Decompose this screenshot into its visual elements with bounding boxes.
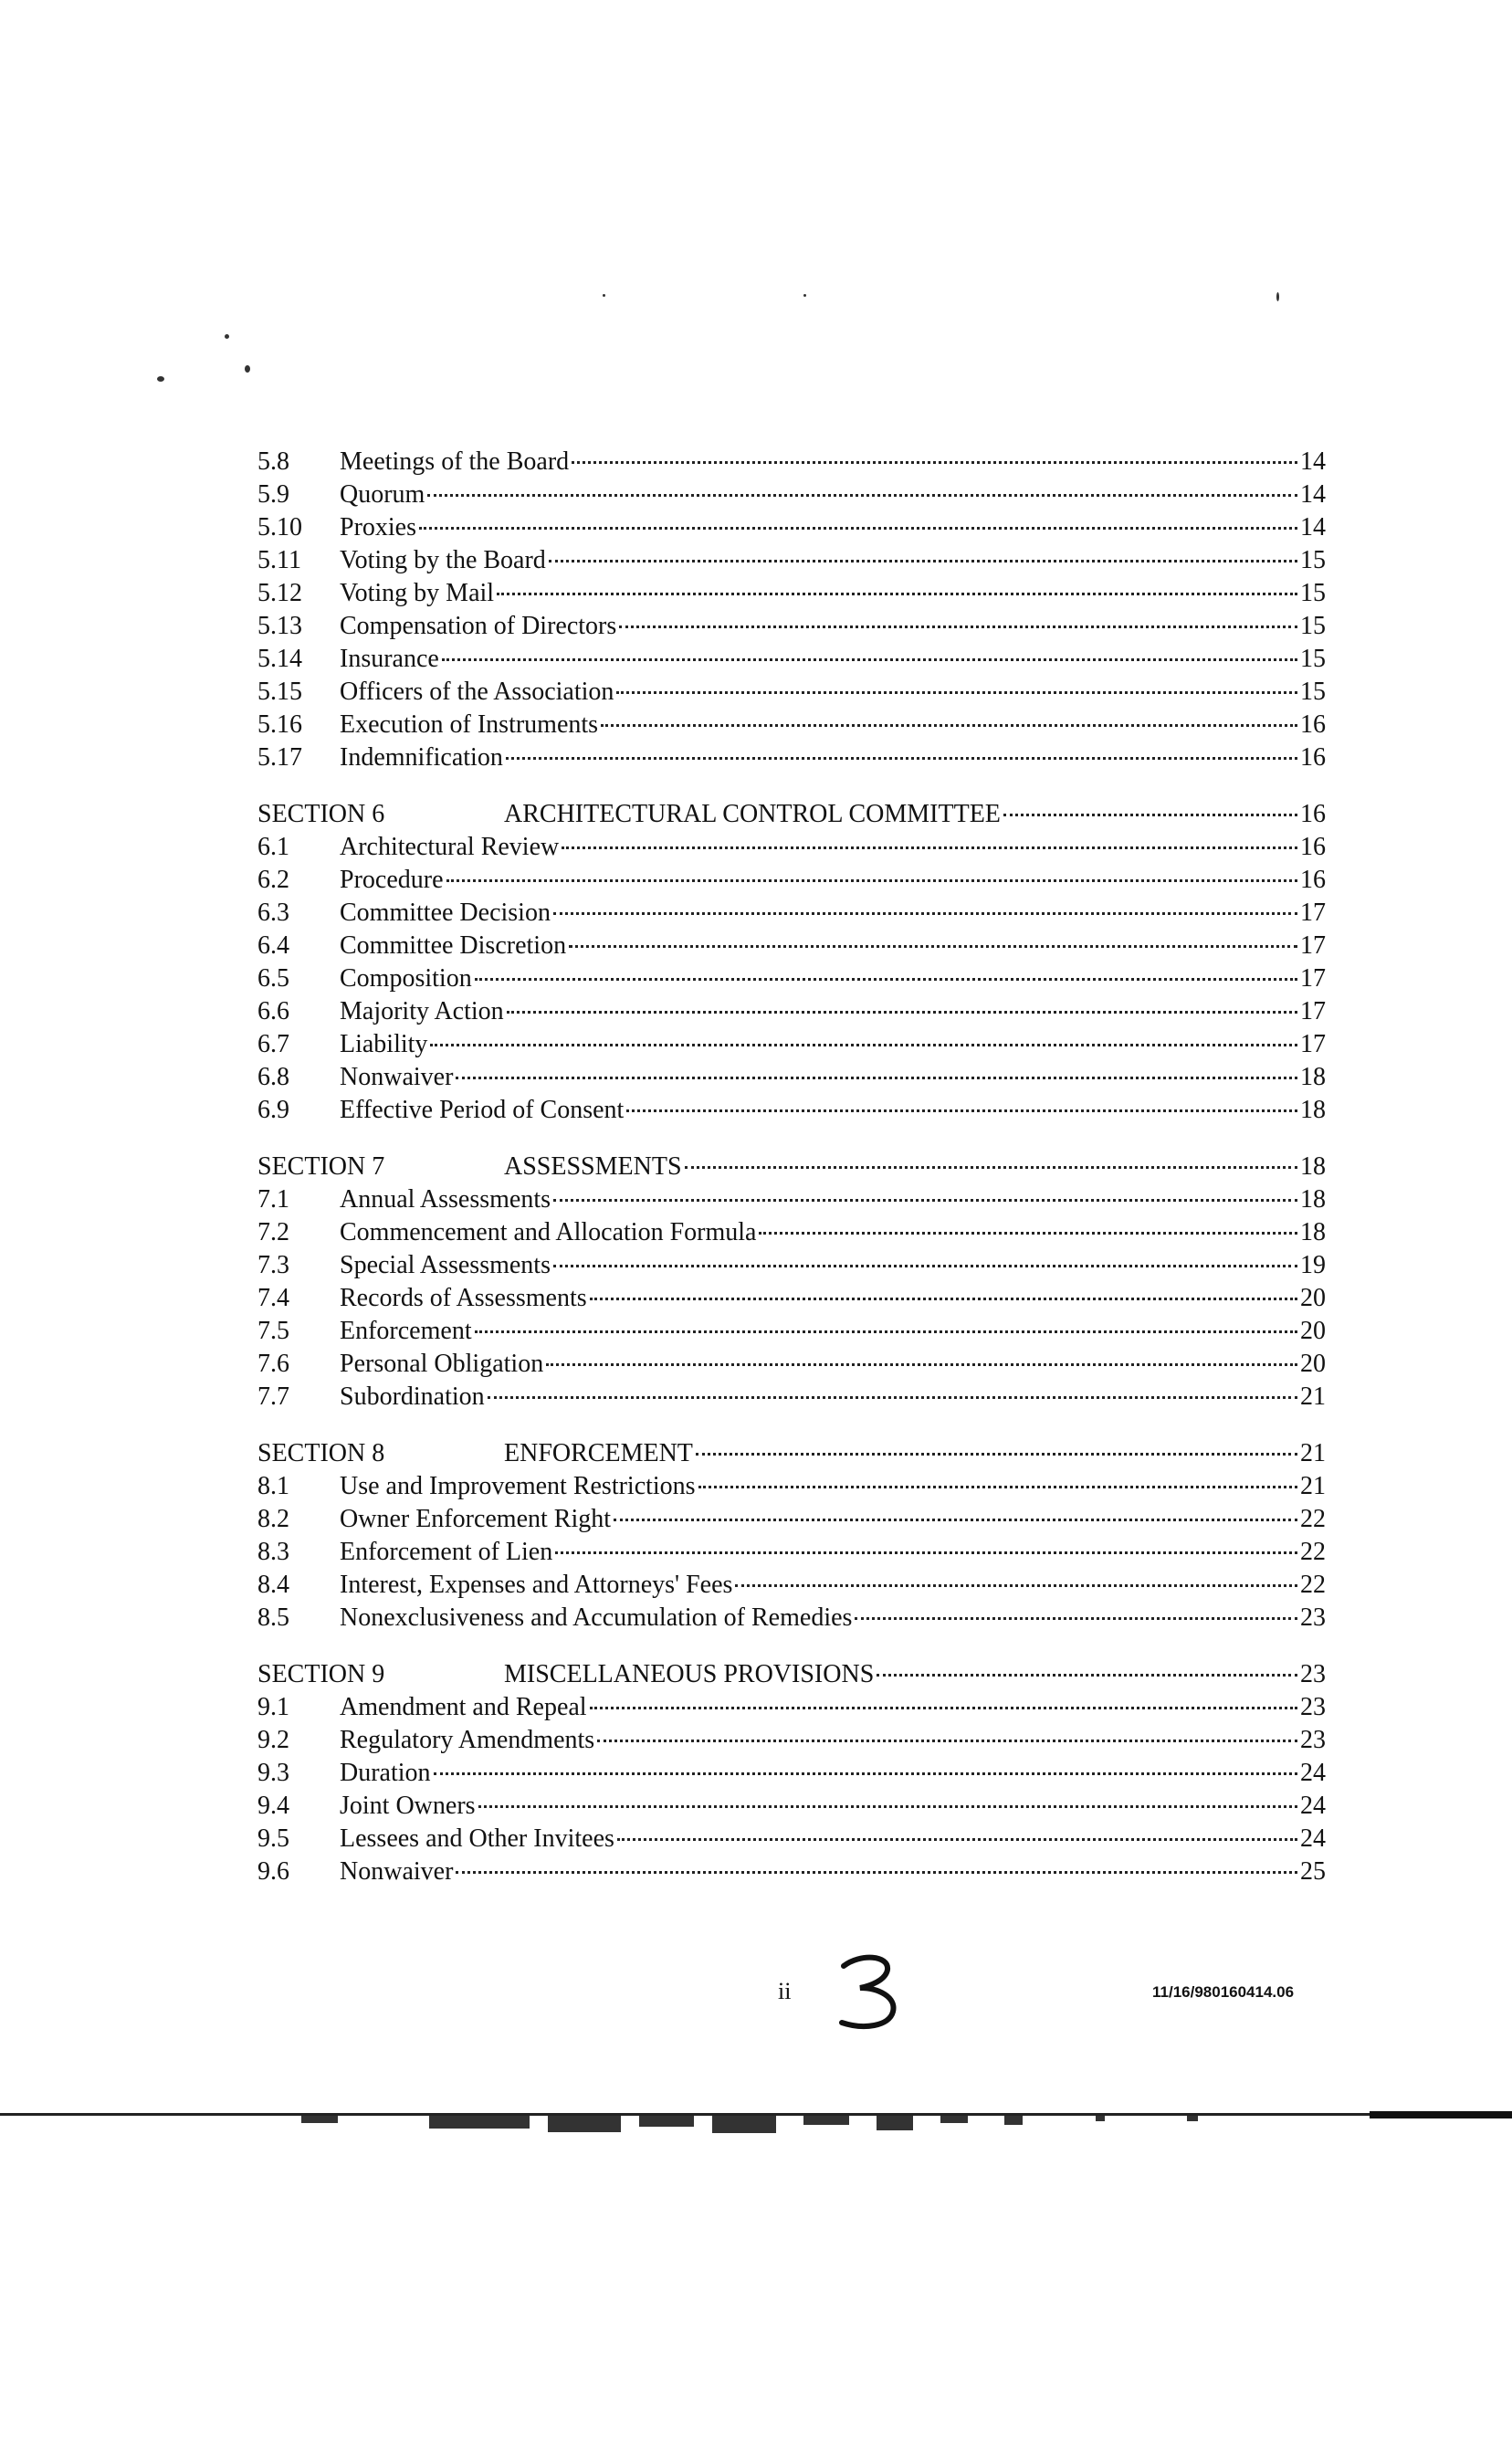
page-ref: 23 (1300, 1660, 1326, 1688)
entry-number: 9.1 (257, 1693, 289, 1721)
entry-title: Voting by the Board (340, 546, 546, 574)
entry-number: 7.2 (257, 1218, 289, 1246)
toc-entry (257, 610, 1326, 643)
entry-title: Proxies (340, 513, 416, 541)
entry-number: 8.2 (257, 1505, 289, 1533)
section-number: SECTION 8 (257, 1439, 385, 1467)
toc-entry (257, 1823, 1326, 1856)
page-ref: 23 (1300, 1603, 1326, 1632)
dot-leader (617, 1836, 1297, 1841)
page-ref: 20 (1300, 1284, 1326, 1312)
dot-leader (562, 845, 1297, 849)
page-ref: 14 (1300, 447, 1326, 476)
page-ref: 23 (1300, 1693, 1326, 1721)
toc-entry (257, 1381, 1326, 1414)
toc-entry (257, 1282, 1326, 1315)
dot-leader (475, 976, 1297, 981)
page-ref: 16 (1300, 800, 1326, 828)
dot-leader (626, 1108, 1297, 1112)
toc-section-heading (257, 1658, 1326, 1691)
dot-leader (555, 1550, 1297, 1554)
page-ref: 15 (1300, 612, 1326, 640)
toc-entry (257, 741, 1326, 774)
section-gap (257, 774, 1326, 798)
entry-number: 7.1 (257, 1185, 289, 1214)
section-title: MISCELLANEOUS PROVISIONS (504, 1660, 875, 1688)
entry-number: 7.5 (257, 1317, 289, 1345)
entry-number: 5.9 (257, 480, 289, 509)
scan-speck (1276, 292, 1279, 301)
section-title: ENFORCEMENT (504, 1439, 693, 1467)
toc-entry (257, 1790, 1326, 1823)
dot-leader (616, 689, 1297, 694)
table-of-contents (257, 446, 1326, 1888)
entry-number: 7.6 (257, 1350, 289, 1378)
dot-leader (419, 525, 1297, 530)
scan-speck (245, 365, 250, 373)
entry-number: 5.14 (257, 645, 302, 673)
page-ref: 15 (1300, 678, 1326, 706)
entry-title: Interest, Expenses and Attorneys' Fees (340, 1571, 733, 1599)
page-ref: 14 (1300, 513, 1326, 541)
dot-leader (434, 1771, 1297, 1775)
toc-entry (257, 1028, 1326, 1061)
entry-number: 8.5 (257, 1603, 289, 1632)
toc-entry (257, 1348, 1326, 1381)
entry-title: Nonexclusiveness and Accumulation of Remedies (340, 1603, 853, 1632)
entry-title: Officers of the Association (340, 678, 614, 706)
dot-leader (553, 1197, 1297, 1202)
toc-entry (257, 1856, 1326, 1888)
entry-title: Duration (340, 1759, 431, 1787)
entry-title: Effective Period of Consent (340, 1096, 625, 1124)
entry-title: Owner Enforcement Right (340, 1505, 612, 1533)
dot-leader (696, 1451, 1297, 1456)
toc-entry (257, 1061, 1326, 1094)
entry-title: Composition (340, 964, 472, 993)
toc-entry (257, 478, 1326, 511)
dot-leader (569, 943, 1297, 948)
dot-leader (506, 755, 1297, 760)
entry-number: 6.3 (257, 899, 289, 927)
toc-entry (257, 676, 1326, 709)
dot-leader (446, 878, 1297, 882)
entry-number: 9.3 (257, 1759, 289, 1787)
dot-leader (590, 1296, 1297, 1300)
entry-number: 5.10 (257, 513, 302, 541)
toc-entry (257, 1249, 1326, 1282)
page-ref: 14 (1300, 480, 1326, 509)
page-ref: 24 (1300, 1792, 1326, 1820)
toc-entry (257, 1216, 1326, 1249)
page-ref: 18 (1300, 1096, 1326, 1124)
page-ref: 18 (1300, 1063, 1326, 1091)
section-number: SECTION 6 (257, 800, 385, 828)
entry-title: Liability (340, 1030, 428, 1058)
entry-title: Insurance (340, 645, 439, 673)
dot-leader (759, 1230, 1297, 1235)
entry-title: Amendment and Repeal (340, 1693, 587, 1721)
entry-number: 6.5 (257, 964, 289, 993)
entry-title: Quorum (340, 480, 425, 509)
dot-leader (597, 1738, 1297, 1742)
page-ref: 22 (1300, 1571, 1326, 1599)
scan-speck (157, 376, 164, 382)
dot-leader (601, 722, 1297, 727)
dot-leader (553, 910, 1297, 915)
entry-title: Records of Assessments (340, 1284, 587, 1312)
page-ref: 15 (1300, 546, 1326, 574)
page-ref: 20 (1300, 1350, 1326, 1378)
entry-number: 6.2 (257, 866, 289, 894)
page-ref: 22 (1300, 1505, 1326, 1533)
entry-title: Voting by Mail (340, 579, 495, 607)
toc-entry (257, 446, 1326, 478)
dot-leader (698, 1484, 1297, 1488)
entry-number: 9.2 (257, 1726, 289, 1754)
entry-title: Nonwaiver (340, 1857, 454, 1886)
entry-number: 5.12 (257, 579, 302, 607)
dot-leader (590, 1705, 1297, 1709)
toc-entry (257, 831, 1326, 864)
entry-title: Meetings of the Board (340, 447, 570, 476)
page-ref: 17 (1300, 997, 1326, 1025)
entry-number: 5.11 (257, 546, 301, 574)
dot-leader (1003, 812, 1297, 816)
entry-title: Regulatory Amendments (340, 1726, 595, 1754)
dot-leader (478, 1803, 1297, 1808)
entry-number: 6.6 (257, 997, 289, 1025)
dot-leader (430, 1042, 1297, 1046)
page-ref: 18 (1300, 1152, 1326, 1181)
dot-leader (546, 1361, 1297, 1366)
toc-entry (257, 1470, 1326, 1503)
toc-entry (257, 995, 1326, 1028)
entry-number: 7.4 (257, 1284, 289, 1312)
entry-number: 7.3 (257, 1251, 289, 1279)
toc-entry (257, 709, 1326, 741)
dot-leader (614, 1517, 1297, 1521)
entry-title: Committee Decision (340, 899, 551, 927)
page-ref: 18 (1300, 1218, 1326, 1246)
page-ref: 17 (1300, 931, 1326, 960)
entry-title: Annual Assessments (340, 1185, 551, 1214)
section-number: SECTION 9 (257, 1660, 385, 1688)
entry-number: 5.16 (257, 710, 302, 739)
entry-number: 9.4 (257, 1792, 289, 1820)
section-gap (257, 1414, 1326, 1437)
page-ref: 19 (1300, 1251, 1326, 1279)
page-ref: 24 (1300, 1759, 1326, 1787)
dot-leader (456, 1869, 1297, 1874)
toc-entry (257, 1757, 1326, 1790)
dot-leader (855, 1615, 1297, 1620)
entry-title: Enforcement (340, 1317, 472, 1345)
toc-entry (257, 1094, 1326, 1127)
section-number: SECTION 7 (257, 1152, 385, 1181)
toc-entry (257, 962, 1326, 995)
page-ref: 16 (1300, 833, 1326, 861)
entry-title: Joint Owners (340, 1792, 476, 1820)
entry-title: Nonwaiver (340, 1063, 454, 1091)
page-ref: 15 (1300, 579, 1326, 607)
scan-speck (803, 294, 806, 297)
entry-number: 9.5 (257, 1824, 289, 1853)
toc-entry (257, 1503, 1326, 1536)
entry-number: 6.1 (257, 833, 289, 861)
entry-number: 9.6 (257, 1857, 289, 1886)
dot-leader (549, 558, 1297, 562)
toc-entry (257, 1315, 1326, 1348)
dot-leader (442, 657, 1297, 661)
page-ref: 17 (1300, 964, 1326, 993)
toc-entry (257, 1183, 1326, 1216)
entry-number: 8.3 (257, 1538, 289, 1566)
toc-entry (257, 544, 1326, 577)
page-ref: 17 (1300, 1030, 1326, 1058)
dot-leader (488, 1394, 1297, 1399)
page-ref: 16 (1300, 866, 1326, 894)
toc-section-heading (257, 798, 1326, 831)
page-ref: 20 (1300, 1317, 1326, 1345)
page-ref: 18 (1300, 1185, 1326, 1214)
entry-title: Indemnification (340, 743, 503, 772)
section-gap (257, 1127, 1326, 1151)
section-gap (257, 1635, 1326, 1658)
entry-number: 6.8 (257, 1063, 289, 1091)
entry-title: Compensation of Directors (340, 612, 617, 640)
dot-leader (619, 624, 1297, 628)
page-ref: 22 (1300, 1538, 1326, 1566)
page-ref: 23 (1300, 1726, 1326, 1754)
toc-entry (257, 1691, 1326, 1724)
page-ref: 21 (1300, 1472, 1326, 1500)
dot-leader (685, 1164, 1297, 1169)
dot-leader (497, 591, 1297, 595)
toc-section-heading (257, 1151, 1326, 1183)
entry-number: 8.4 (257, 1571, 289, 1599)
page-ref: 15 (1300, 645, 1326, 673)
toc-entry (257, 1536, 1326, 1569)
entry-title: Personal Obligation (340, 1350, 544, 1378)
entry-title: Execution of Instruments (340, 710, 599, 739)
dot-leader (735, 1582, 1297, 1587)
entry-number: 8.1 (257, 1472, 289, 1500)
page-ref: 25 (1300, 1857, 1326, 1886)
entry-title: Use and Improvement Restrictions (340, 1472, 696, 1500)
toc-entry (257, 1569, 1326, 1602)
entry-number: 5.15 (257, 678, 302, 706)
toc-entry (257, 864, 1326, 897)
entry-number: 6.4 (257, 931, 289, 960)
page-ref: 24 (1300, 1824, 1326, 1853)
dot-leader (456, 1075, 1297, 1079)
page-ref: 17 (1300, 899, 1326, 927)
entry-number: 6.7 (257, 1030, 289, 1058)
section-title: ASSESSMENTS (504, 1152, 682, 1181)
section-title: ARCHITECTURAL CONTROL COMMITTEE (504, 800, 1001, 828)
entry-number: 7.7 (257, 1382, 289, 1411)
entry-number: 6.9 (257, 1096, 289, 1124)
dot-leader (572, 459, 1297, 464)
scan-artifact-bar (0, 2106, 1512, 2133)
entry-title: Procedure (340, 866, 444, 894)
toc-entry (257, 1724, 1326, 1757)
dot-leader (427, 492, 1297, 497)
entry-title: Lessees and Other Invitees (340, 1824, 614, 1853)
page-ref: 16 (1300, 743, 1326, 772)
entry-title: Commencement and Allocation Formula (340, 1218, 757, 1246)
entry-number: 5.17 (257, 743, 302, 772)
dot-leader (553, 1263, 1297, 1267)
entry-title: Majority Action (340, 997, 504, 1025)
scan-speck (603, 294, 605, 297)
toc-entry (257, 930, 1326, 962)
dot-leader (877, 1672, 1297, 1677)
page-ref: 16 (1300, 710, 1326, 739)
scan-speck (225, 334, 229, 339)
toc-entry (257, 643, 1326, 676)
handwritten-page-number (833, 1950, 906, 2034)
toc-entry (257, 897, 1326, 930)
toc-entry (257, 1602, 1326, 1635)
entry-title: Subordination (340, 1382, 485, 1411)
page-ref: 21 (1300, 1382, 1326, 1411)
toc-entry (257, 577, 1326, 610)
toc-section-heading (257, 1437, 1326, 1470)
entry-title: Committee Discretion (340, 931, 567, 960)
document-code: 11/16/980160414.06 (1152, 1983, 1295, 2001)
entry-title: Enforcement of Lien (340, 1538, 553, 1566)
page-number-roman: ii (778, 1978, 792, 2004)
entry-title: Architectural Review (340, 833, 560, 861)
dot-leader (507, 1009, 1297, 1014)
entry-title: Special Assessments (340, 1251, 551, 1279)
entry-number: 5.8 (257, 447, 289, 476)
toc-entry (257, 511, 1326, 544)
page-ref: 21 (1300, 1439, 1326, 1467)
dot-leader (475, 1329, 1297, 1333)
entry-number: 5.13 (257, 612, 302, 640)
